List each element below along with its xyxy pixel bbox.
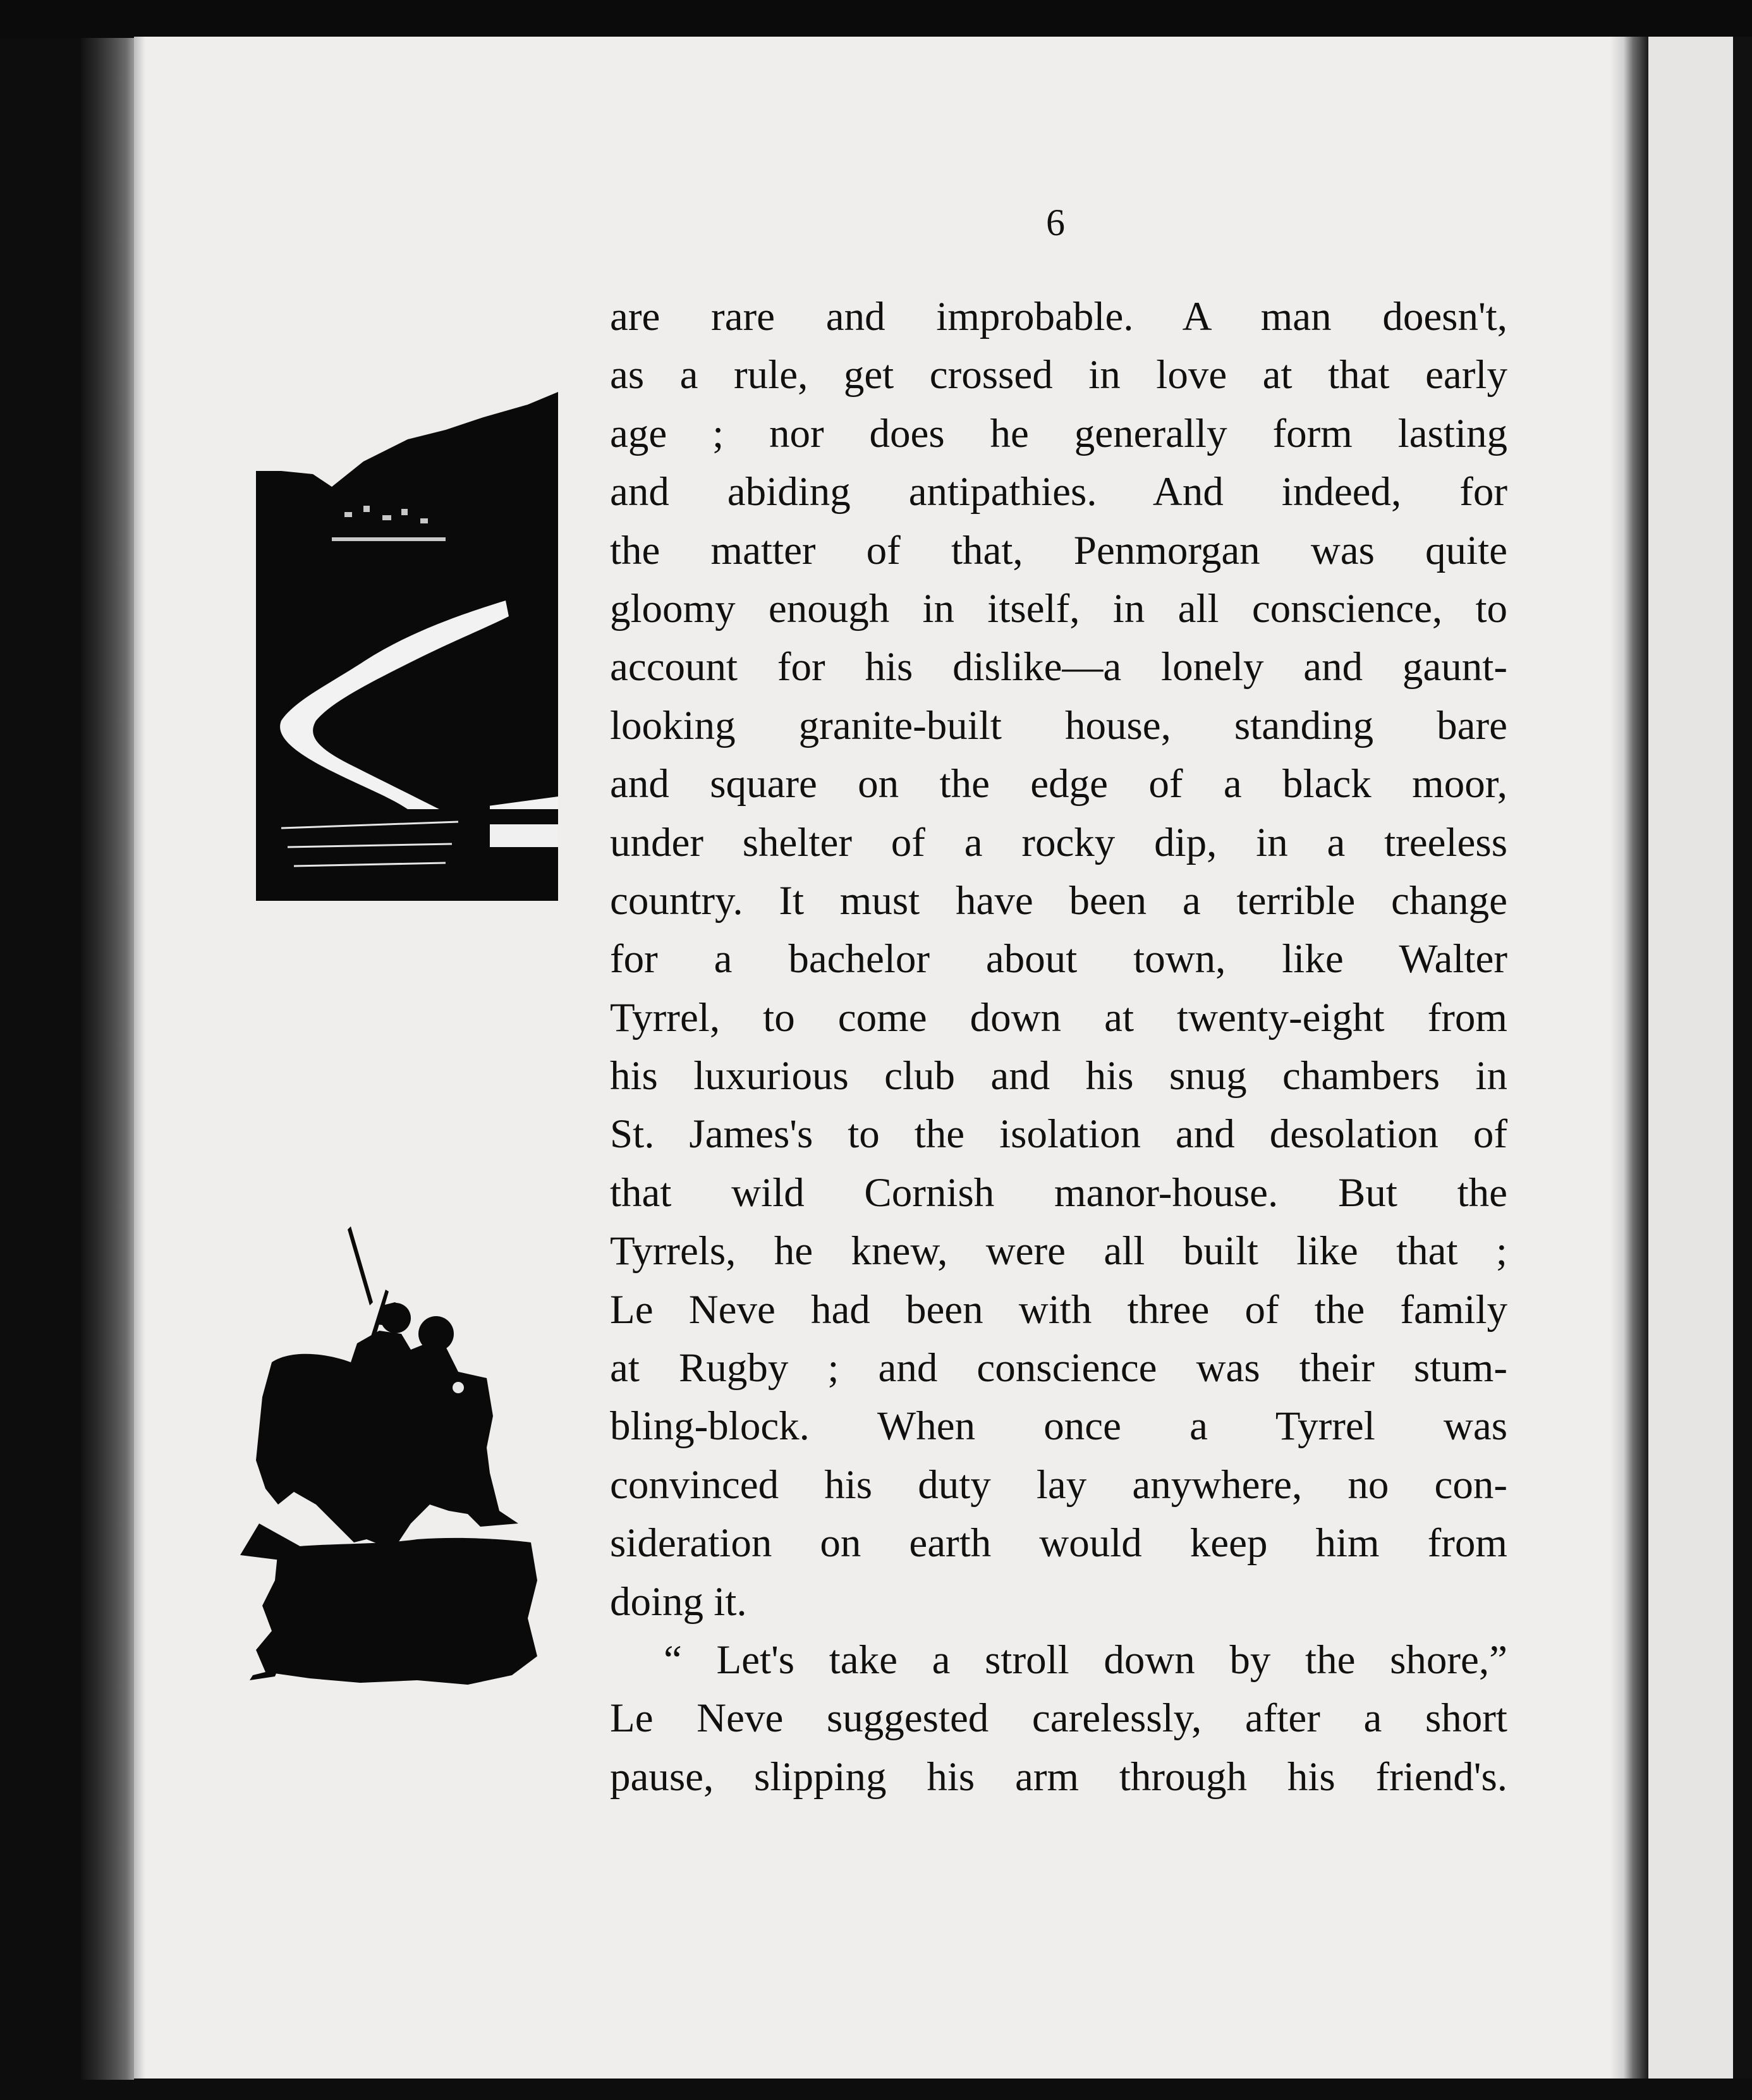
house-on-moor-woodcut-icon <box>256 392 558 901</box>
text-line: at Rugby ; and conscience was their stum- <box>610 1345 1507 1391</box>
text-line: pause, slipping his arm through his friend's. <box>610 1754 1507 1800</box>
text-line: St. James's to the isolation and desolation of <box>610 1111 1507 1157</box>
text-line: are rare and improbable. A man doesn't, <box>610 294 1507 339</box>
page-gutter <box>1610 37 1648 2079</box>
body-text <box>610 288 1507 1806</box>
text-line: “ Let's take a stroll down by the shore,” <box>664 1637 1507 1683</box>
text-line: doing it. <box>610 1578 747 1625</box>
text-line: the matter of that, Penmorgan was quite <box>610 527 1507 573</box>
text-line: as a rule, get crossed in love at that early <box>610 352 1507 398</box>
text-line: his luxurious club and his snug chambers in <box>610 1053 1507 1099</box>
text-line: Le Neve had been with three of the family <box>610 1286 1507 1333</box>
text-line: account for his dislike—a lonely and gaunt- <box>610 644 1507 690</box>
page-left-shadow <box>134 37 145 2079</box>
text-line: that wild Cornish manor-house. But the <box>610 1169 1507 1216</box>
text-line: for a bachelor about town, like Walter <box>610 936 1507 982</box>
text-line: Tyrrels, he knew, were all built like that ; <box>610 1228 1507 1274</box>
horse-and-carriage-silhouette-icon <box>240 1226 569 1685</box>
text-line: gloomy enough in itself, in all conscience, to <box>610 585 1507 632</box>
text-line: Tyrrel, to come down at twenty-eight from <box>610 994 1507 1041</box>
text-line: Le Neve suggested carelessly, after a short <box>610 1695 1507 1742</box>
text-line: and square on the edge of a black moor, <box>610 761 1507 807</box>
text-line: and abiding antipathies. And indeed, for <box>610 469 1507 515</box>
scan-right-border <box>1733 37 1752 2079</box>
text-line: bling-block. When once a Tyrrel was <box>610 1403 1507 1450</box>
text-line: country. It must have been a terrible change <box>610 877 1507 924</box>
text-line: under shelter of a rocky dip, in a treeless <box>610 819 1507 865</box>
book-spine <box>81 38 134 2080</box>
text-line: looking granite-built house, standing bare <box>610 702 1507 748</box>
page-number: 6 <box>1046 202 1065 243</box>
text-line: sideration on earth would keep him from <box>610 1520 1507 1566</box>
scan-top-border <box>0 0 1752 38</box>
text-line: age ; nor does he generally form lasting <box>610 410 1507 456</box>
text-line: convinced his duty lay anywhere, no con- <box>610 1462 1507 1508</box>
